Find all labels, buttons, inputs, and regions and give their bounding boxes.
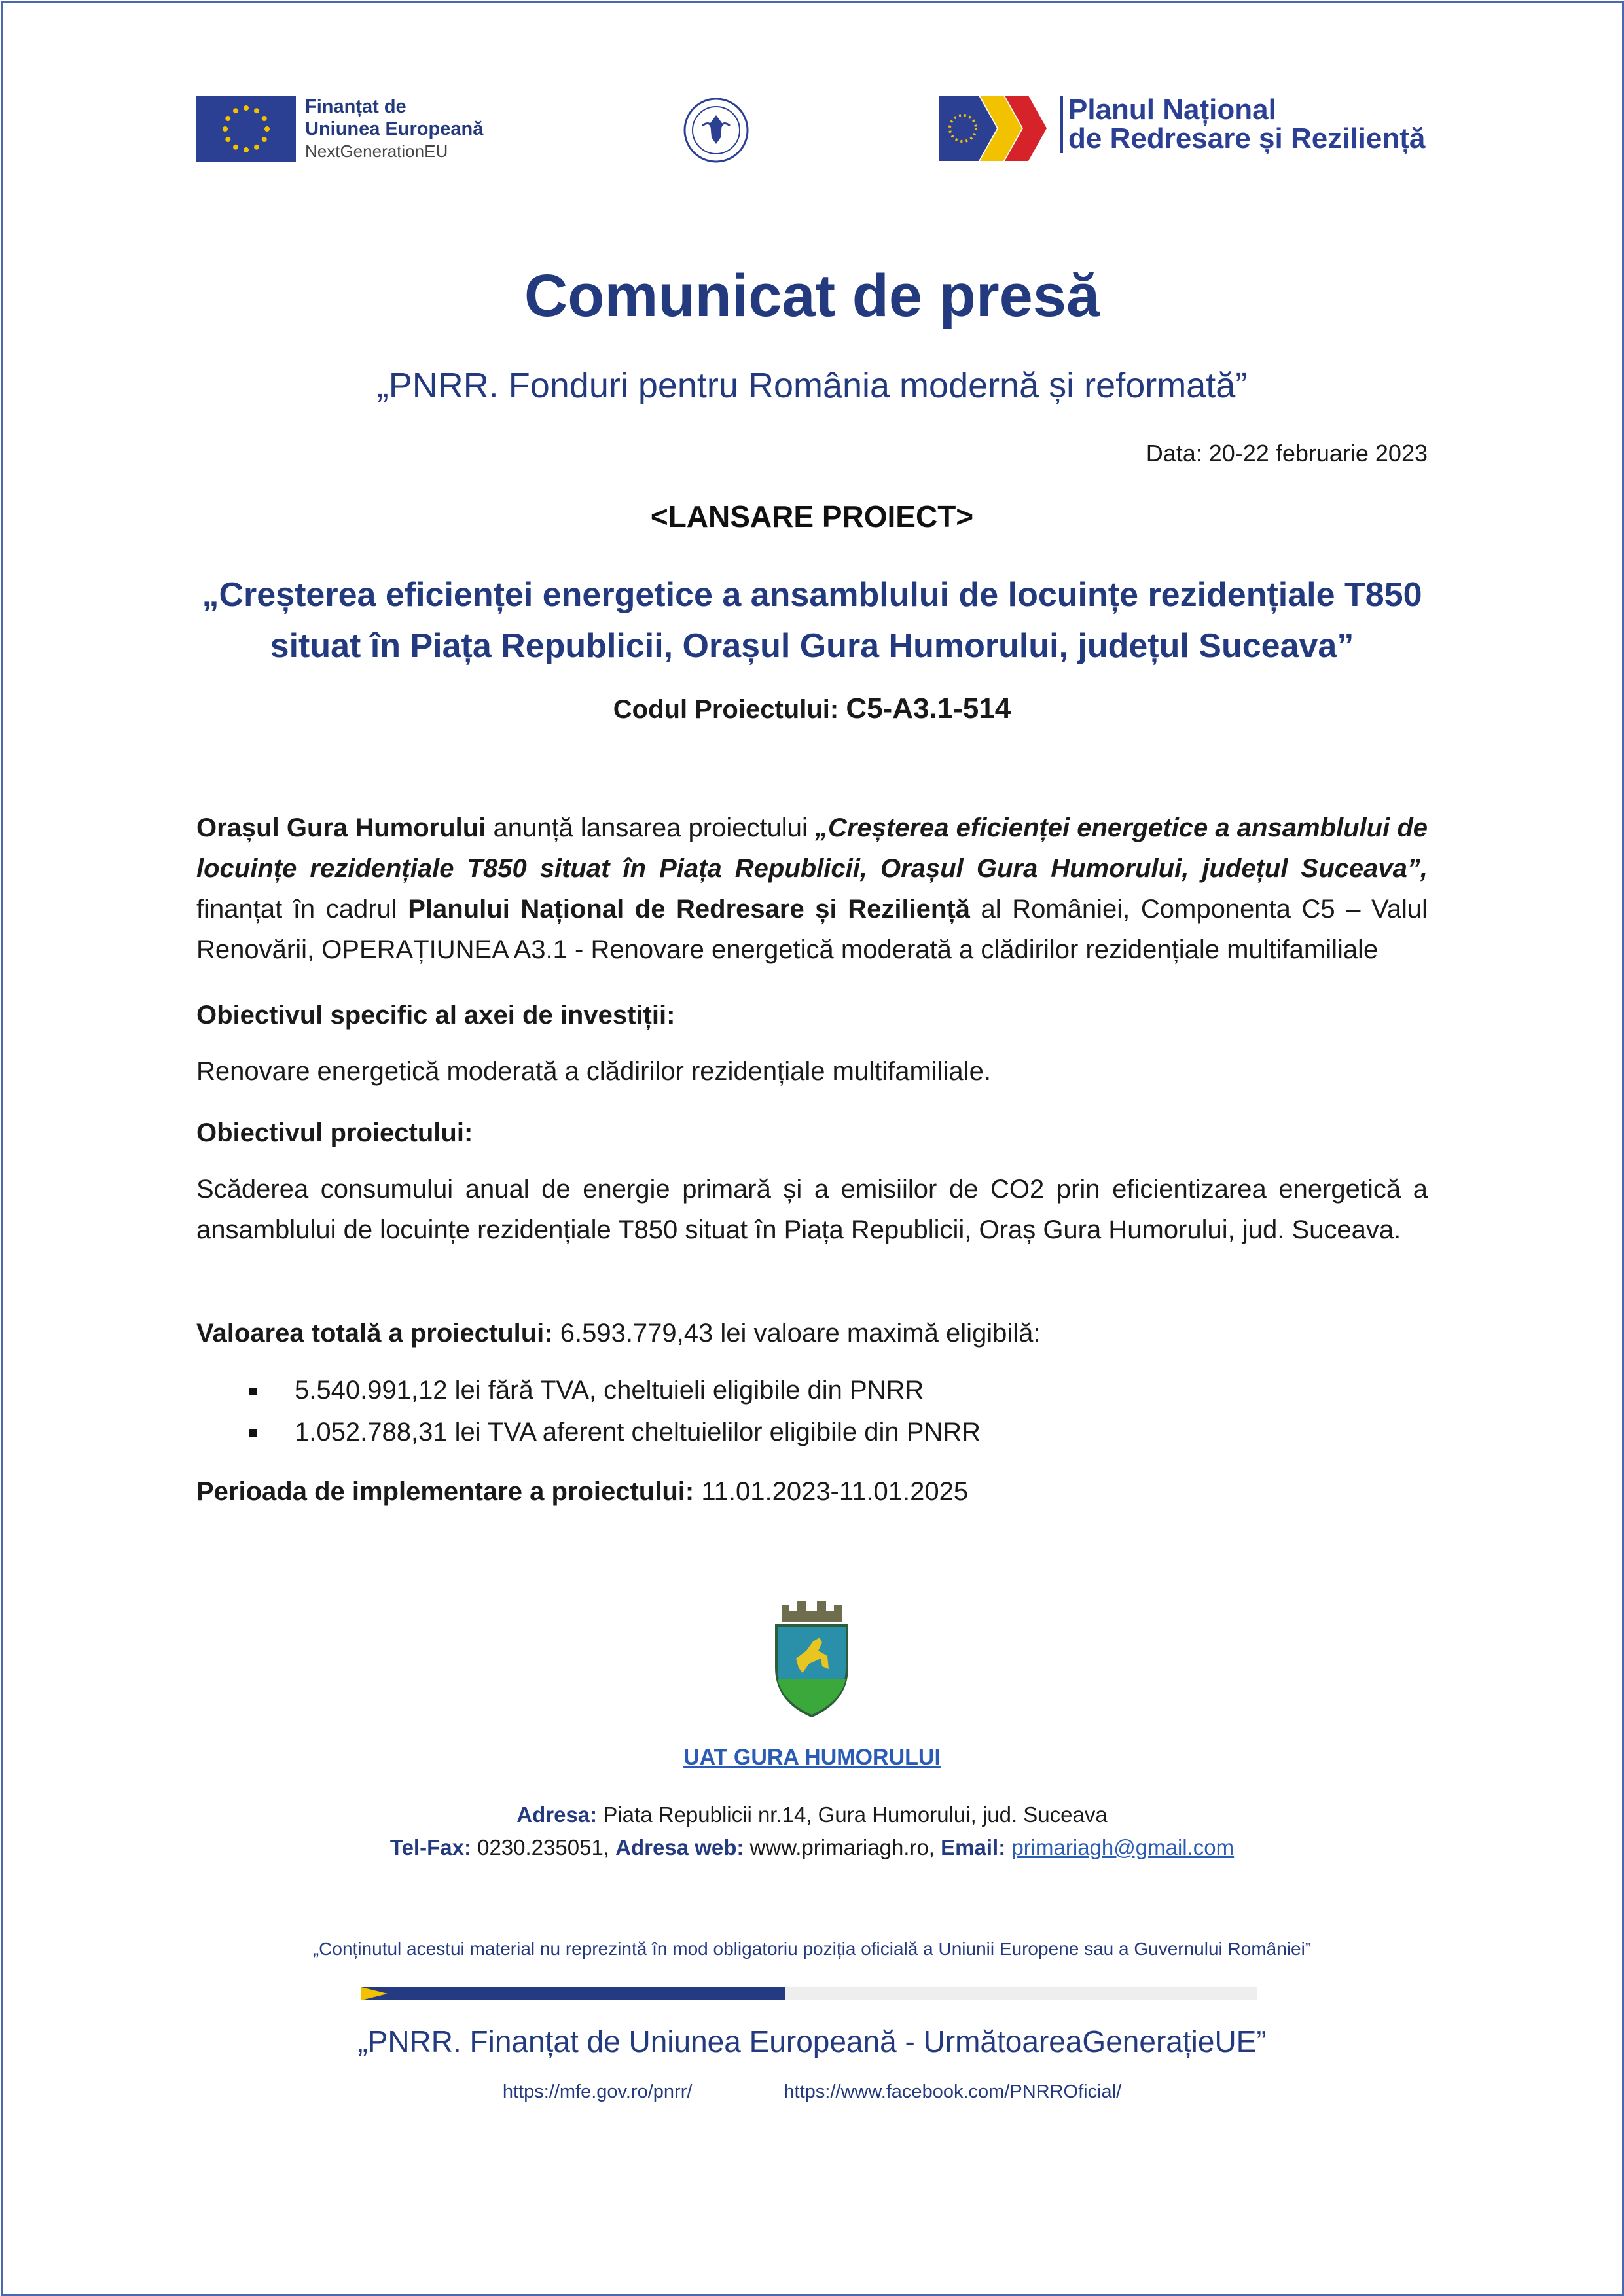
email-link[interactable]: primariagh@gmail.com: [1011, 1835, 1235, 1859]
web-text: www.primariagh.ro,: [744, 1835, 941, 1859]
list-item: 1.052.788,31 lei TVA aferent cheltuielilor eligibile din PNRR: [196, 1411, 1428, 1453]
eu-star-icon: [254, 108, 259, 113]
eu-star-icon: [233, 145, 238, 150]
footer-slogan: „PNRR. Finanțat de Uniunea Europeană - UrmătoareaGenerațieUE”: [357, 2024, 1267, 2058]
project-code: [0, 692, 1624, 725]
mfe-link[interactable]: https://mfe.gov.ro/pnrr/: [502, 2081, 693, 2102]
pnrr-line1: Planul Național: [1068, 94, 1276, 126]
telfax-text: 0230.235051,: [471, 1835, 616, 1859]
eu-star-icon: [264, 126, 270, 132]
eu-star-icon: [244, 105, 249, 111]
value-breakdown-list: [196, 1369, 1428, 1453]
eu-flag-icon: [196, 96, 296, 162]
disclaimer-text: „Conținutul acestui material nu reprezintă în mod obligatoriu poziția oficială a Uniunii Europene sau a Guvernului României”: [312, 1939, 1312, 1959]
period-text: 11.01.2023-11.01.2025: [694, 1477, 969, 1506]
bar-fill: [361, 1987, 785, 2000]
town-crest-icon: [767, 1596, 856, 1717]
address-label: Adresa:: [516, 1803, 598, 1827]
telfax-label: Tel-Fax:: [389, 1835, 471, 1859]
implementation-period: [196, 1471, 1428, 1512]
pnrr-logo-icon: [939, 96, 1057, 161]
address-text: Piata Republicii nr.14, Gura Humorului, jud. Suceava: [597, 1803, 1108, 1827]
eu-star-icon: [244, 147, 249, 152]
intro-text3: al României, Componenta C5 – Valul Renovării, OPERAȚIUNEA A3.1 - Renovare energetică moderată a clădirilor rezidențiale multifamiliale: [196, 895, 1428, 964]
arrow-icon: [361, 1987, 388, 2000]
footer-links: [0, 2081, 1624, 2103]
eu-star-icon: [262, 137, 267, 142]
eu-star-icon: [223, 126, 228, 132]
total-value-label: Valoarea totală a proiectului:: [196, 1319, 553, 1348]
uat-link[interactable]: UAT GURA HUMORULUI: [683, 1745, 941, 1770]
intro-text1: anunță lansarea proiectului: [486, 814, 815, 842]
email-label: Email:: [941, 1835, 1006, 1859]
project-objective-text: Scăderea consumului anual de energie primară și a emisiilor de CO2 prin eficientizarea energetică a ansamblului de locuințe rezidențiale T850 situat în Piața Republicii, Oraș Gura Humorului, jud. Suceava.: [196, 1175, 1428, 1244]
project-title: [0, 569, 1624, 672]
specific-objective-text: Renovare energetică moderată a clădirilor rezidențiale multifamiliale.: [196, 1057, 991, 1086]
intro-paragraph: [196, 808, 1428, 970]
address-line: [0, 1799, 1624, 1831]
list-item: 5.540.991,12 lei fără TVA, cheltuieli eligibile din PNRR: [196, 1369, 1428, 1411]
period-label: Perioada de implementare a proiectului:: [196, 1477, 695, 1506]
web-label: Adresa web:: [615, 1835, 744, 1859]
pnrr-progress-bar: [361, 1987, 1257, 2000]
pnrr-logo-text: [1060, 96, 1425, 153]
eu-line2: Uniunea Europeană: [305, 118, 484, 139]
eu-funding-logo-text: [305, 96, 483, 162]
total-value-text: 6.593.779,43 lei valoare maximă eligibilă:: [552, 1319, 1041, 1348]
eu-star-icon: [254, 145, 259, 150]
project-code-value: C5-A3.1-514: [846, 692, 1011, 725]
page-subtitle: „PNRR. Fonduri pentru România modernă și reformată”: [376, 366, 1248, 405]
eu-star-icon: [225, 137, 230, 142]
eu-star-icon: [225, 116, 230, 121]
intro-plan-name: Planului Național de Redresare și Reziliență: [408, 895, 970, 924]
project-title-line2: situat în Piața Republicii, Orașul Gura Humorului, județul Suceava”: [270, 627, 1354, 665]
specific-objective-heading: Obiectivul specific al axei de investiții:: [196, 1001, 676, 1030]
facebook-link[interactable]: https://www.facebook.com/PNRROficial/: [784, 2081, 1122, 2102]
total-value: [196, 1313, 1428, 1354]
intro-text2: finanțat în cadrul: [196, 895, 408, 924]
eu-line3: NextGenerationEU: [305, 141, 448, 161]
contact-line: [0, 1831, 1624, 1864]
launch-heading: <LANSARE PROIECT>: [650, 499, 974, 533]
eu-star-icon: [233, 108, 238, 113]
government-seal-icon: [683, 97, 749, 164]
page-title: Comunicat de presă: [524, 262, 1100, 329]
eu-line1: Finanțat de: [305, 96, 406, 117]
project-objective-heading: Obiectivul proiectului:: [196, 1119, 473, 1147]
intro-bold-town: Orașul Gura Humorului: [196, 814, 486, 842]
project-code-label: Codul Proiectului:: [613, 695, 846, 724]
contact-block: [0, 1799, 1624, 1864]
project-title-line1: „Creșterea eficienței energetice a ansamblului de locuințe rezidențiale T850: [202, 576, 1422, 614]
release-date: Data: 20-22 februarie 2023: [1146, 440, 1428, 467]
eu-star-icon: [262, 116, 267, 121]
intro-project-name: „Creșterea eficienței energetice a ansamblului de locuințe rezidențiale T850 situat în Piața Republicii, Orașul Gura Humorului, județul Suceava”,: [196, 814, 1428, 883]
pnrr-line2: de Redresare și Reziliență: [1068, 122, 1426, 154]
